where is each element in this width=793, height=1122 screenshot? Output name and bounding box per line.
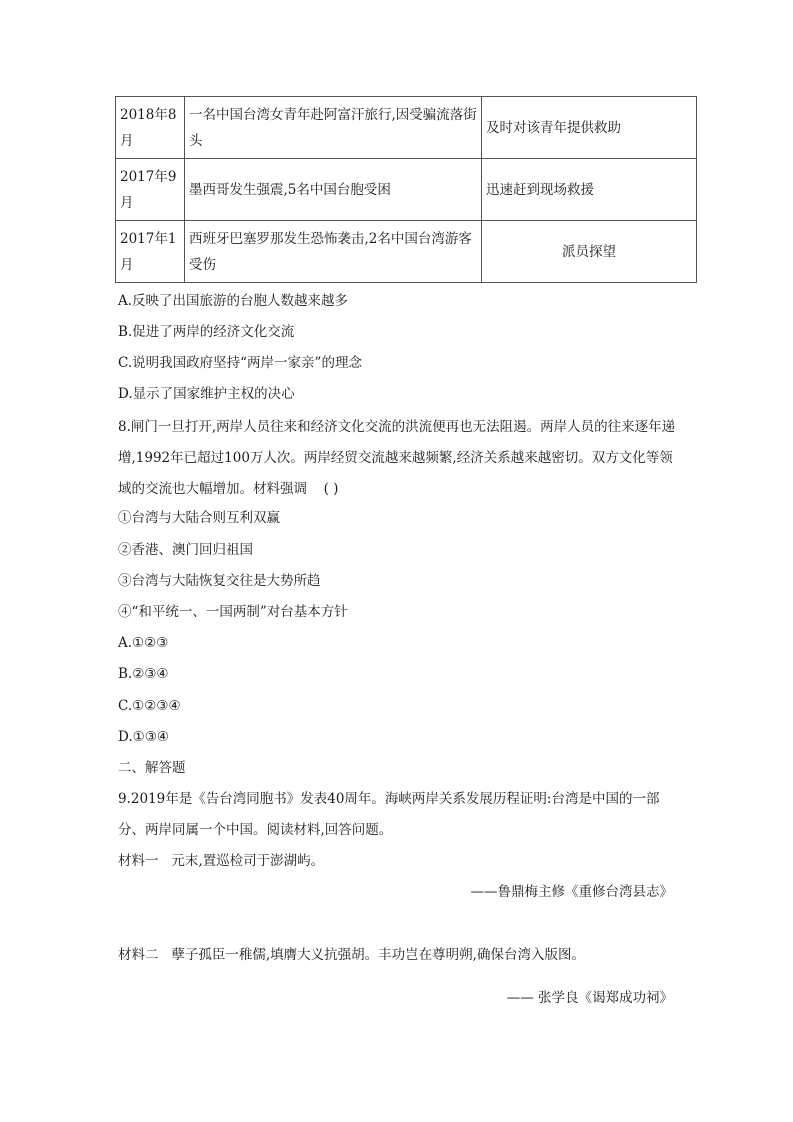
q8-option-d: D.①③④ <box>118 729 169 745</box>
row-event: 墨西哥发生强震,5名中国台胞受困 <box>185 159 482 221</box>
row-action: 派员探望 <box>482 221 697 283</box>
row-date: 2018年8月 <box>116 97 185 159</box>
q7-option-c: C.说明我国政府坚持“两岸一家亲”的理念 <box>118 355 362 371</box>
q7-option-a: A.反映了出国旅游的台胞人数越来越多 <box>118 293 349 309</box>
row-date: 2017年1月 <box>116 221 185 283</box>
material-1-text: 元末,置巡检司于澎湖屿。 <box>171 853 325 869</box>
q8-option-c: C.①②③④ <box>118 698 181 714</box>
section-heading: 二、解答题 <box>118 760 186 776</box>
material-1 <box>118 851 324 871</box>
material-2-label: 材料二 <box>118 947 159 963</box>
q8-item-4: ④“和平统一、一国两制”对台基本方针 <box>118 604 348 620</box>
q8-item-1: ①台湾与大陆合则互利双赢 <box>118 510 280 526</box>
material-2 <box>118 945 585 965</box>
q8-item-2: ②香港、澳门回归祖国 <box>118 542 253 558</box>
q8-option-b: B.②③④ <box>118 666 169 682</box>
q8-option-a: A.①②③ <box>118 635 169 651</box>
row-date: 2017年9月 <box>116 159 185 221</box>
q7-option-b: B.促进了两岸的经济文化交流 <box>118 324 295 340</box>
material-2-source: —— 张学良《谒郑成功祠》 <box>506 990 673 1006</box>
row-event: 西班牙巴塞罗那发生恐怖袭击,2名中国台湾游客受伤 <box>185 221 482 283</box>
material-1-label: 材料一 <box>118 853 159 869</box>
table-row <box>116 221 697 283</box>
row-event: 一名中国台湾女青年赴阿富汗旅行,因受骗流落街头 <box>185 97 482 159</box>
material-1-source: ——鲁鼎梅主修《重修台湾县志》 <box>470 884 673 900</box>
answer-blank: ( ) <box>323 481 339 497</box>
material-2-text: 孽子孤臣一稚儒,填膺大义抗强胡。丰功岂在尊明朔,确保台湾入版图。 <box>171 947 585 963</box>
table-row <box>116 97 697 159</box>
table-row <box>116 159 697 221</box>
row-action: 及时对该青年提供救助 <box>482 97 697 159</box>
q8-item-3: ③台湾与大陆恢复交往是大势所趋 <box>118 573 321 589</box>
q9-stem: 9.2019年是《告台湾同胞书》发表40周年。海峡两岸关系发展历程证明:台湾是中国的一部分、两岸同属一个中国。阅读材料,回答问题。 <box>118 791 660 838</box>
row-action: 迅速赶到现场救援 <box>482 159 697 221</box>
q8-stem <box>118 412 676 505</box>
q7-option-d: D.显示了国家维护主权的决心 <box>118 386 295 402</box>
q8-stem-text: 8.闸门一旦打开,两岸人员往来和经济文化交流的洪流便再也无法阻遏。两岸人员的往来逐年递增,1992年已超过100万人次。两岸经贸交流越来越频繁,经济关系越来越密切。双方文化等领域的交流也大幅增加。材料强调 <box>118 419 676 497</box>
events-table <box>115 96 697 283</box>
